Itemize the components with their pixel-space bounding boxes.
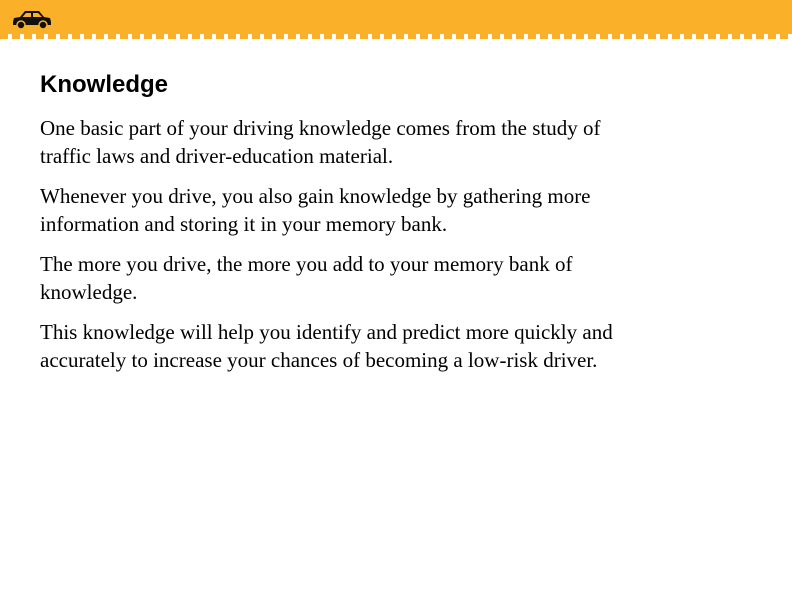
slide-body bbox=[40, 114, 640, 386]
paragraph-1: One basic part of your driving knowledge comes from the study of traffic laws and driver-education material. bbox=[40, 116, 601, 168]
paragraph-2: Whenever you drive, you also gain knowledge by gathering more information and storing it in your memory bank. bbox=[40, 184, 591, 236]
header-band-edge bbox=[0, 34, 792, 39]
slide-title: Knowledge bbox=[40, 71, 169, 98]
paragraph-3: The more you drive, the more you add to your memory bank of knowledge. bbox=[40, 252, 573, 304]
paragraph-4: This knowledge will help you identify and predict more quickly and accurately to increase your chances of becoming a low-risk driver. bbox=[40, 320, 613, 372]
header-band bbox=[0, 0, 792, 34]
car-icon bbox=[10, 8, 54, 30]
